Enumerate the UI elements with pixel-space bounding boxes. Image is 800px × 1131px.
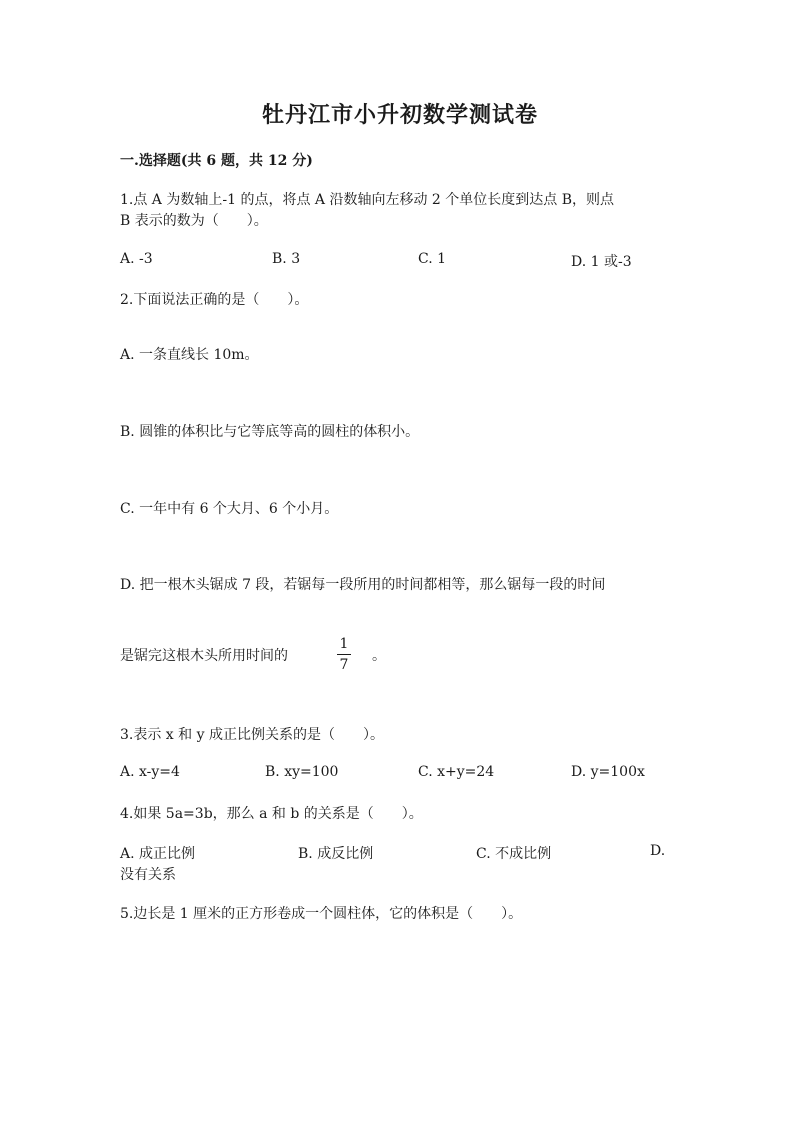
question-1-line-2: B 表示的数为（ ）。 — [120, 213, 268, 229]
question-3-option-b: B. xy=100 — [265, 764, 339, 780]
question-1-option-d: D. 1 或-3 — [571, 254, 632, 270]
question-2-option-b: B. 圆锥的体积比与它等底等高的圆柱的体积小。 — [120, 424, 420, 440]
question-3-option-d: D. y=100x — [571, 764, 645, 780]
section-heading: 一.选择题(共 6 题，共 12 分) — [120, 153, 313, 169]
question-1-line-1: 1.点 A 为数轴上-1 的点，将点 A 沿数轴向左移动 2 个单位长度到达点 B，则点 — [120, 192, 615, 208]
question-4-option-d-label: D. — [650, 843, 666, 859]
question-5-line-1: 5.边长是 1 厘米的正方形卷成一个圆柱体，它的体积是（ ）。 — [120, 906, 523, 922]
question-2-option-d-line-1: D. 把一根木头锯成 7 段，若锯每一段所用的时间都相等，那么锯每一段的时间 — [120, 577, 606, 593]
fraction-one-seventh — [334, 636, 354, 673]
question-4-option-c: C. 不成比例 — [476, 846, 552, 862]
question-4-line-1: 4.如果 5a=3b，那么 a 和 b 的关系是（ ）。 — [120, 806, 423, 822]
fraction-bar — [337, 654, 351, 655]
question-3-line-1: 3.表示 x 和 y 成正比例关系的是（ ）。 — [120, 727, 384, 743]
question-2-line-1: 2.下面说法正确的是（ ）。 — [120, 292, 309, 308]
question-1-option-c: C. 1 — [418, 251, 447, 267]
fraction-denominator: 7 — [339, 657, 349, 673]
question-2-option-a: A. 一条直线长 10m。 — [120, 347, 259, 363]
question-4-option-a: A. 成正比例 — [120, 846, 196, 862]
question-1-option-b: B. 3 — [272, 251, 301, 267]
question-4-option-b: B. 成反比例 — [298, 846, 374, 862]
question-3-option-a: A. x-y=4 — [120, 764, 180, 780]
question-1-option-a: A. -3 — [120, 251, 153, 267]
fraction-numerator: 1 — [339, 636, 349, 652]
question-4-option-d-text: 没有关系 — [120, 867, 176, 883]
question-2-option-c: C. 一年中有 6 个大月、6 个小月。 — [120, 501, 339, 517]
question-2-trailing-period: 。 — [372, 648, 386, 664]
question-3-option-c: C. x+y=24 — [418, 764, 495, 780]
question-2-option-d-line-2: 是锯完这根木头所用时间的 — [120, 648, 288, 664]
page-title: 牡丹江市小升初数学测试卷 — [261, 102, 538, 128]
